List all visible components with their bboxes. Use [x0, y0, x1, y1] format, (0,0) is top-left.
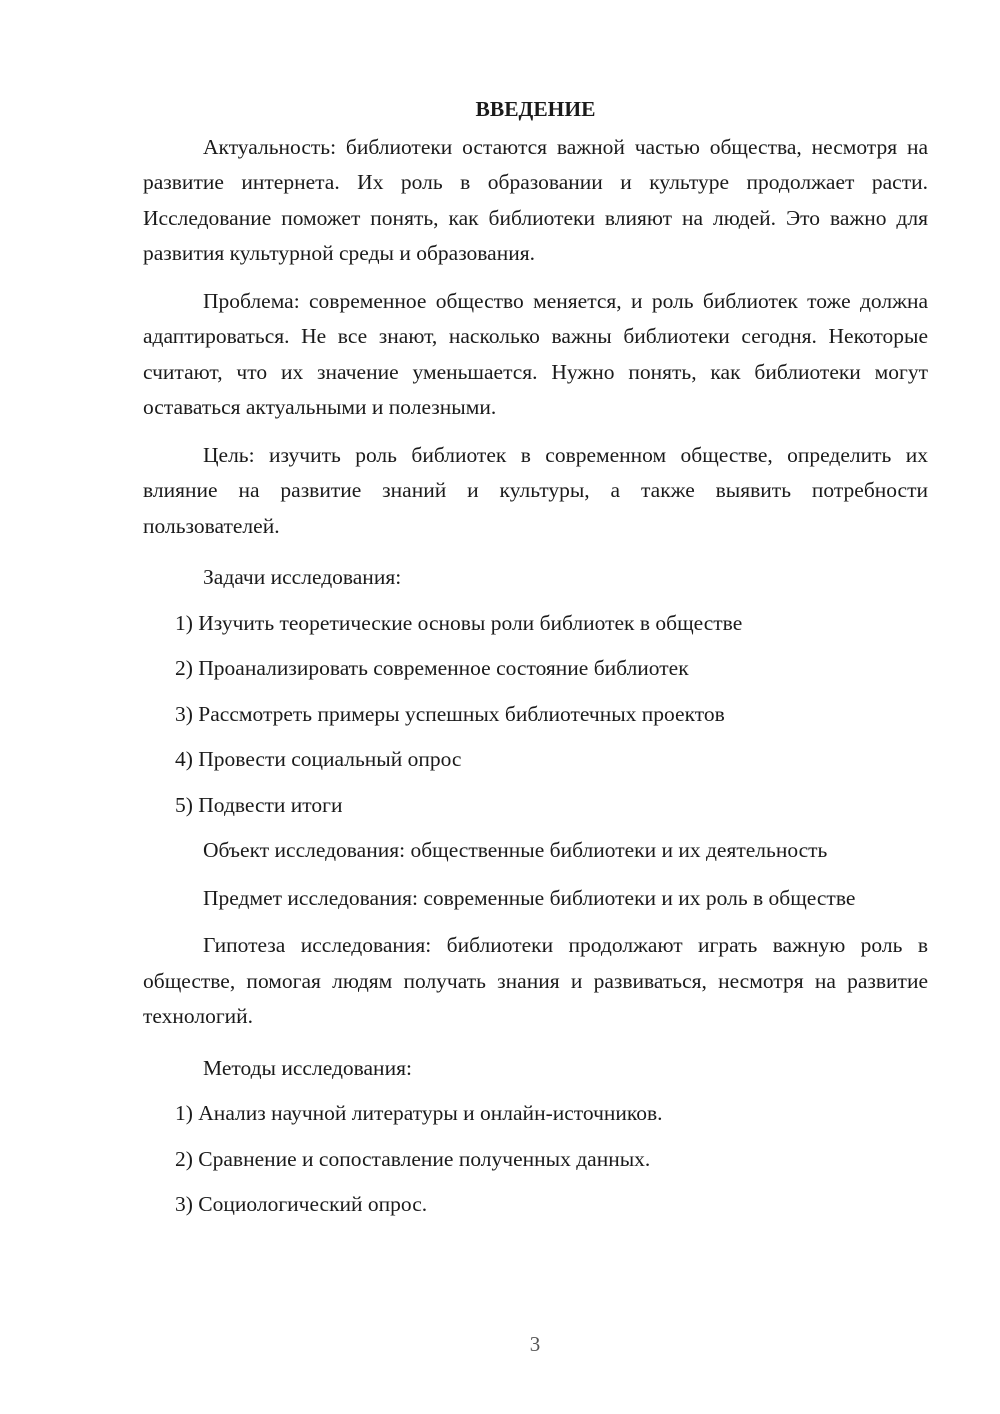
- list-item: 4) Провести социальный опрос: [175, 747, 462, 771]
- list-item: 5) Подвести итоги: [175, 792, 343, 817]
- subject-paragraph: Предмет исследования: современные библиотеки и их роль в обществе: [203, 885, 856, 910]
- list-item: 3) Рассмотреть примеры успешных библиотечных проектов: [175, 701, 725, 726]
- list-item: 2) Проанализировать современное состояние библиотек: [175, 656, 689, 680]
- relevance-paragraph: Актуальность: библиотеки остаются важной частью общества, несмотря на развитие интернета. Их роль в образовании и культуре продолжает расти. Исследование поможет понять, как библиотеки влияют на людей. Это важно для развития культурной среды и образования.: [143, 134, 928, 265]
- document-page: [143, 92, 928, 1223]
- section-title: ВВЕДЕНИЕ: [475, 97, 596, 121]
- object-paragraph: Объект исследования: общественные библиотеки и их деятельность: [203, 838, 828, 862]
- methods-heading: Методы исследования:: [203, 1055, 412, 1080]
- list-item: 1) Изучить теоретические основы роли библиотек в обществе: [175, 610, 743, 635]
- tasks-list: [143, 606, 928, 824]
- methods-list: [143, 1096, 928, 1223]
- list-item: 2) Сравнение и сопоставление полученных данных.: [175, 1146, 651, 1171]
- goal-paragraph: Цель: изучить роль библиотек в современном обществе, определить их влияние на развитие знаний и культуры, а также выявить потребности пользователей.: [143, 442, 928, 538]
- list-item: 1) Анализ научной литературы и онлайн-источников.: [175, 1101, 663, 1125]
- hypothesis-paragraph: Гипотеза исследования: библиотеки продолжают играть важную роль в обществе, помогая людям получать знания и развиваться, несмотря на развитие технологий.: [143, 933, 928, 1028]
- problem-paragraph: Проблема: современное общество меняется, и роль библиотек тоже должна адаптироваться. Не все знают, насколько важны библиотеки сегодня. Некоторые считают, что их значение уменьшается. Нужно понять, как библиотеки могут оставаться актуальными и полезными.: [143, 288, 928, 419]
- tasks-heading: Задачи исследования:: [203, 565, 402, 589]
- page-number: 3: [529, 1332, 541, 1356]
- list-item: 3) Социологический опрос.: [175, 1192, 428, 1216]
